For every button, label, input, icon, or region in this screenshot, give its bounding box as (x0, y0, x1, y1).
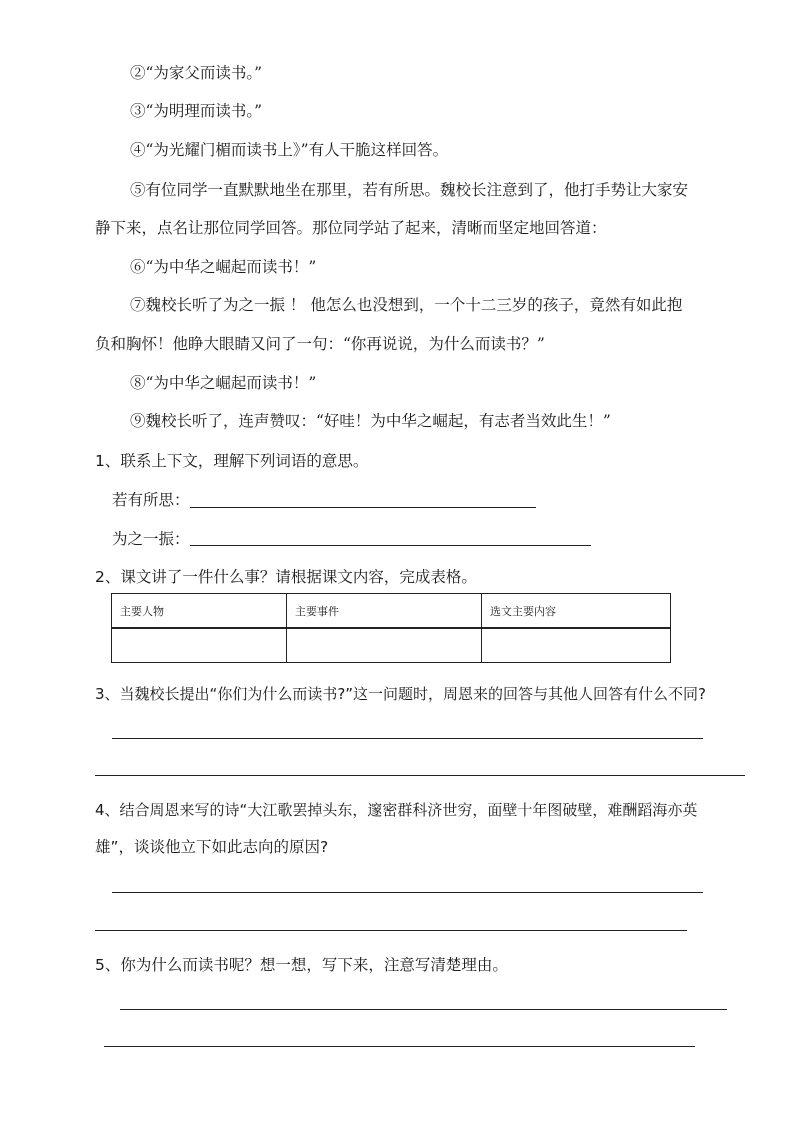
question-1-term-2-label: 为之一振： (112, 530, 190, 548)
table-cell-answer[interactable] (112, 628, 287, 663)
question-2-prompt: 2、课文讲了一件什么事？请根据课文内容，完成表格。 (95, 568, 477, 586)
passage-p7-line1: ⑦魏校长听了为之一振 ！ 他怎么也没想到，一个十二三岁的孩子，竟然有如此抱 (130, 296, 683, 314)
passage-p3: ③“为明理而读书。” (130, 102, 263, 120)
passage-p5-line2: 静下来，点名让那位同学回答。那位同学站了起来，清晰而坚定地回答道： (95, 219, 607, 237)
question-1-term-1-label: 若有所思： (112, 491, 190, 509)
passage-p4: ④“为光耀门楣而读书上》”有人干脆这样回答。 (130, 141, 449, 159)
question-4-answer-line-1[interactable] (112, 892, 703, 893)
table-header-cell: 主要事件 (287, 594, 482, 629)
question-4-prompt-line-2: 雄”，谈谈他立下如此志向的原因? (95, 838, 329, 856)
passage-p5-line1: ⑤有位同学一直默默地坐在那里，若有所思。魏校长注意到了，他打手势让大家安 (130, 181, 689, 199)
question-1-term-2-answer-line[interactable] (190, 545, 591, 546)
table-header-cell: 主要人物 (112, 594, 287, 629)
table-cell-answer[interactable] (482, 628, 671, 663)
passage-p9: ⑨魏校长听了，连声赞叹：“好哇！为中华之崛起，有志者当效此生！” (130, 412, 611, 430)
question-4-answer-line-2[interactable] (95, 930, 687, 931)
question-1-term-1-answer-line[interactable] (190, 507, 536, 508)
question-5-prompt: 5、你为什么而读书呢？想一想，写下来，注意写清楚理由。 (95, 956, 508, 974)
question-3-prompt: 3、当魏校长提出“你们为什么而读书?”这一问题时，周恩来的回答与其他人回答有什么不同? (95, 685, 707, 703)
table-cell-answer[interactable] (287, 628, 482, 663)
table-row (112, 628, 671, 663)
passage-p2: ②“为家父而读书。” (130, 64, 263, 82)
question-2-table (111, 593, 671, 663)
passage-p7-line2: 负和胸怀！他睁大眼睛又问了一句：“你再说说，为什么而读书？” (95, 335, 545, 353)
question-5-answer-line-1[interactable] (120, 1009, 727, 1010)
question-4-prompt-line-1: 4、结合周恩来写的诗“大江歌罢掉头东，邃密群科济世穷，面壁十年图破壁，难酬蹈海亦英 (95, 801, 698, 819)
passage-p6: ⑥“为中华之崛起而读书！” (130, 258, 317, 276)
question-3-answer-line-2[interactable] (95, 775, 745, 776)
table-header-cell: 选文主要内容 (482, 594, 671, 629)
question-5-answer-line-2[interactable] (104, 1046, 695, 1047)
question-3-answer-line-1[interactable] (112, 738, 703, 739)
table-header-row (112, 594, 671, 629)
question-1-prompt: 1、联系上下文，理解下列词语的意思。 (95, 452, 369, 470)
passage-p8: ⑧“为中华之崛起而读书！” (130, 374, 317, 392)
